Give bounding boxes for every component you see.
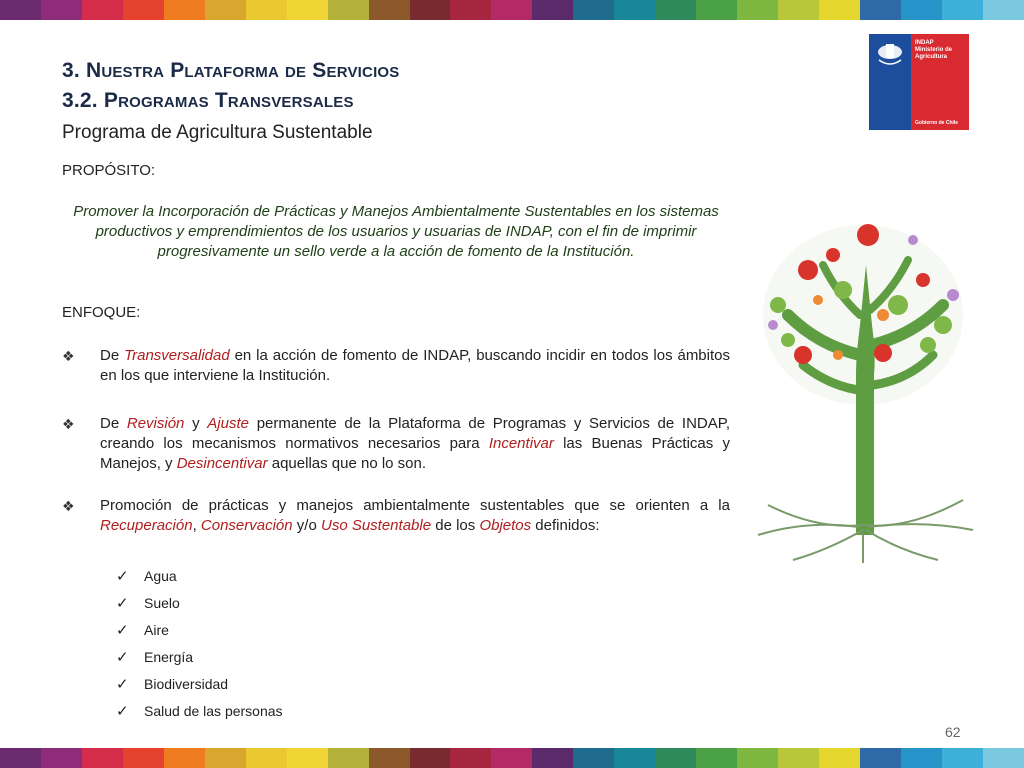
stripe-segment (491, 748, 532, 768)
stripe-segment (860, 748, 901, 768)
indap-logo (869, 34, 969, 130)
stripe-segment (737, 748, 778, 768)
stripe-segment (205, 748, 246, 768)
purpose-label: PROPÓSITO: (62, 162, 156, 179)
check-icon: ✓ (116, 621, 129, 639)
stripe-segment (123, 748, 164, 768)
list-item: ✓ Biodiversidad (116, 675, 229, 693)
stripe-segment (82, 748, 123, 768)
check-icon: ✓ (116, 675, 129, 693)
stripe-segment (287, 0, 328, 20)
bullet-text: De Revisión y Ajuste permanente de la Plataforma de Programas y Servicios de INDAP, creando los mecanismos normativos necesarios para Incentivar las Buenas Prácticas y Manejos, y Desincentivar aquellas que no lo son. (100, 415, 731, 472)
list-item: ✓ Suelo (116, 594, 180, 612)
stripe-segment (778, 748, 819, 768)
stripe-segment (287, 748, 328, 768)
list-item: ✓ Aire (116, 621, 169, 639)
stripe-segment (82, 0, 123, 20)
check-icon: ✓ (116, 648, 129, 666)
stripe-segment (410, 748, 451, 768)
stripe-segment (164, 0, 205, 20)
list-item: ✓ Energía (116, 648, 194, 666)
stripe-segment (0, 0, 41, 20)
approach-bullet-review (62, 414, 730, 474)
stripe-segment (696, 748, 737, 768)
stripe-segment (737, 0, 778, 20)
subsection-title: 3.2. Programas Transversales (62, 89, 354, 112)
check-icon: ✓ (116, 702, 129, 720)
bottom-color-stripe (0, 748, 1024, 768)
diamond-bullet-icon: ❖ (62, 498, 75, 514)
purpose-text: Promover la Incorporación de Prácticas y Manejos Ambientalmente Sustentables en los sistemas productivos y emprendimientos de los usuarios y usuarias de INDAP, con el fin de imprimir progresivamente un sello verde a la acción de fomento de la Institución. (73, 203, 719, 260)
stripe-segment (123, 0, 164, 20)
stripe-segment (369, 0, 410, 20)
bullet-text: Promoción de prácticas y manejos ambientalmente sustentables que se orienten a la Recuperación, Conservación y/o Uso Sustentable de los Objetos definidos: (100, 497, 730, 534)
diamond-bullet-icon: ❖ (62, 416, 75, 432)
stripe-segment (0, 748, 41, 768)
stripe-segment (942, 0, 983, 20)
stripe-segment (41, 748, 82, 768)
stripe-segment (655, 0, 696, 20)
stripe-segment (246, 748, 287, 768)
stripe-segment (942, 748, 983, 768)
stripe-segment (860, 0, 901, 20)
logo-text: INDAP Ministerio de Agricultura (915, 40, 953, 60)
stripe-segment (246, 0, 287, 20)
stripe-segment (819, 748, 860, 768)
stripe-segment (205, 0, 246, 20)
objects-list (116, 562, 283, 724)
approach-label: ENFOQUE: (62, 304, 141, 321)
stripe-segment (491, 0, 532, 20)
stripe-segment (573, 748, 614, 768)
logo-government-text: Gobierno de Chile (915, 120, 959, 126)
diamond-bullet-icon: ❖ (62, 348, 75, 364)
logo-blue-panel (869, 34, 911, 130)
page-title (62, 56, 400, 116)
sustainable-tree-illustration (748, 205, 978, 565)
stripe-segment (532, 748, 573, 768)
stripe-segment (614, 748, 655, 768)
stripe-segment (819, 0, 860, 20)
stripe-segment (532, 0, 573, 20)
top-color-stripe (0, 0, 1024, 20)
stripe-segment (450, 0, 491, 20)
program-subtitle: Programa de Agricultura Sustentable (62, 122, 373, 143)
stripe-segment (41, 0, 82, 20)
stripe-segment (328, 0, 369, 20)
stripe-segment (901, 0, 942, 20)
logo-red-panel (911, 34, 969, 130)
coat-of-arms-icon (869, 34, 911, 74)
list-item: ✓ Agua (116, 567, 177, 585)
bullet-text: De Transversalidad en la acción de fomento de INDAP, buscando incidir en todos los ámbitos en los que interviene la Institución. (100, 347, 730, 384)
stripe-segment (164, 748, 205, 768)
stripe-segment (983, 748, 1024, 768)
approach-bullet-promotion (62, 496, 730, 536)
stripe-segment (410, 0, 451, 20)
stripe-segment (655, 748, 696, 768)
stripe-segment (983, 0, 1024, 20)
check-icon: ✓ (116, 567, 129, 585)
stripe-segment (778, 0, 819, 20)
page-number: 62 (945, 724, 961, 740)
list-item: ✓ Salud de las personas (116, 702, 283, 720)
check-icon: ✓ (116, 594, 129, 612)
stripe-segment (901, 748, 942, 768)
stripe-segment (573, 0, 614, 20)
stripe-segment (369, 748, 410, 768)
stripe-segment (696, 0, 737, 20)
stripe-segment (450, 748, 491, 768)
section-title: 3. Nuestra Plataforma de Servicios (62, 59, 400, 82)
stripe-segment (614, 0, 655, 20)
approach-bullet-transversality (62, 346, 730, 386)
stripe-segment (328, 748, 369, 768)
